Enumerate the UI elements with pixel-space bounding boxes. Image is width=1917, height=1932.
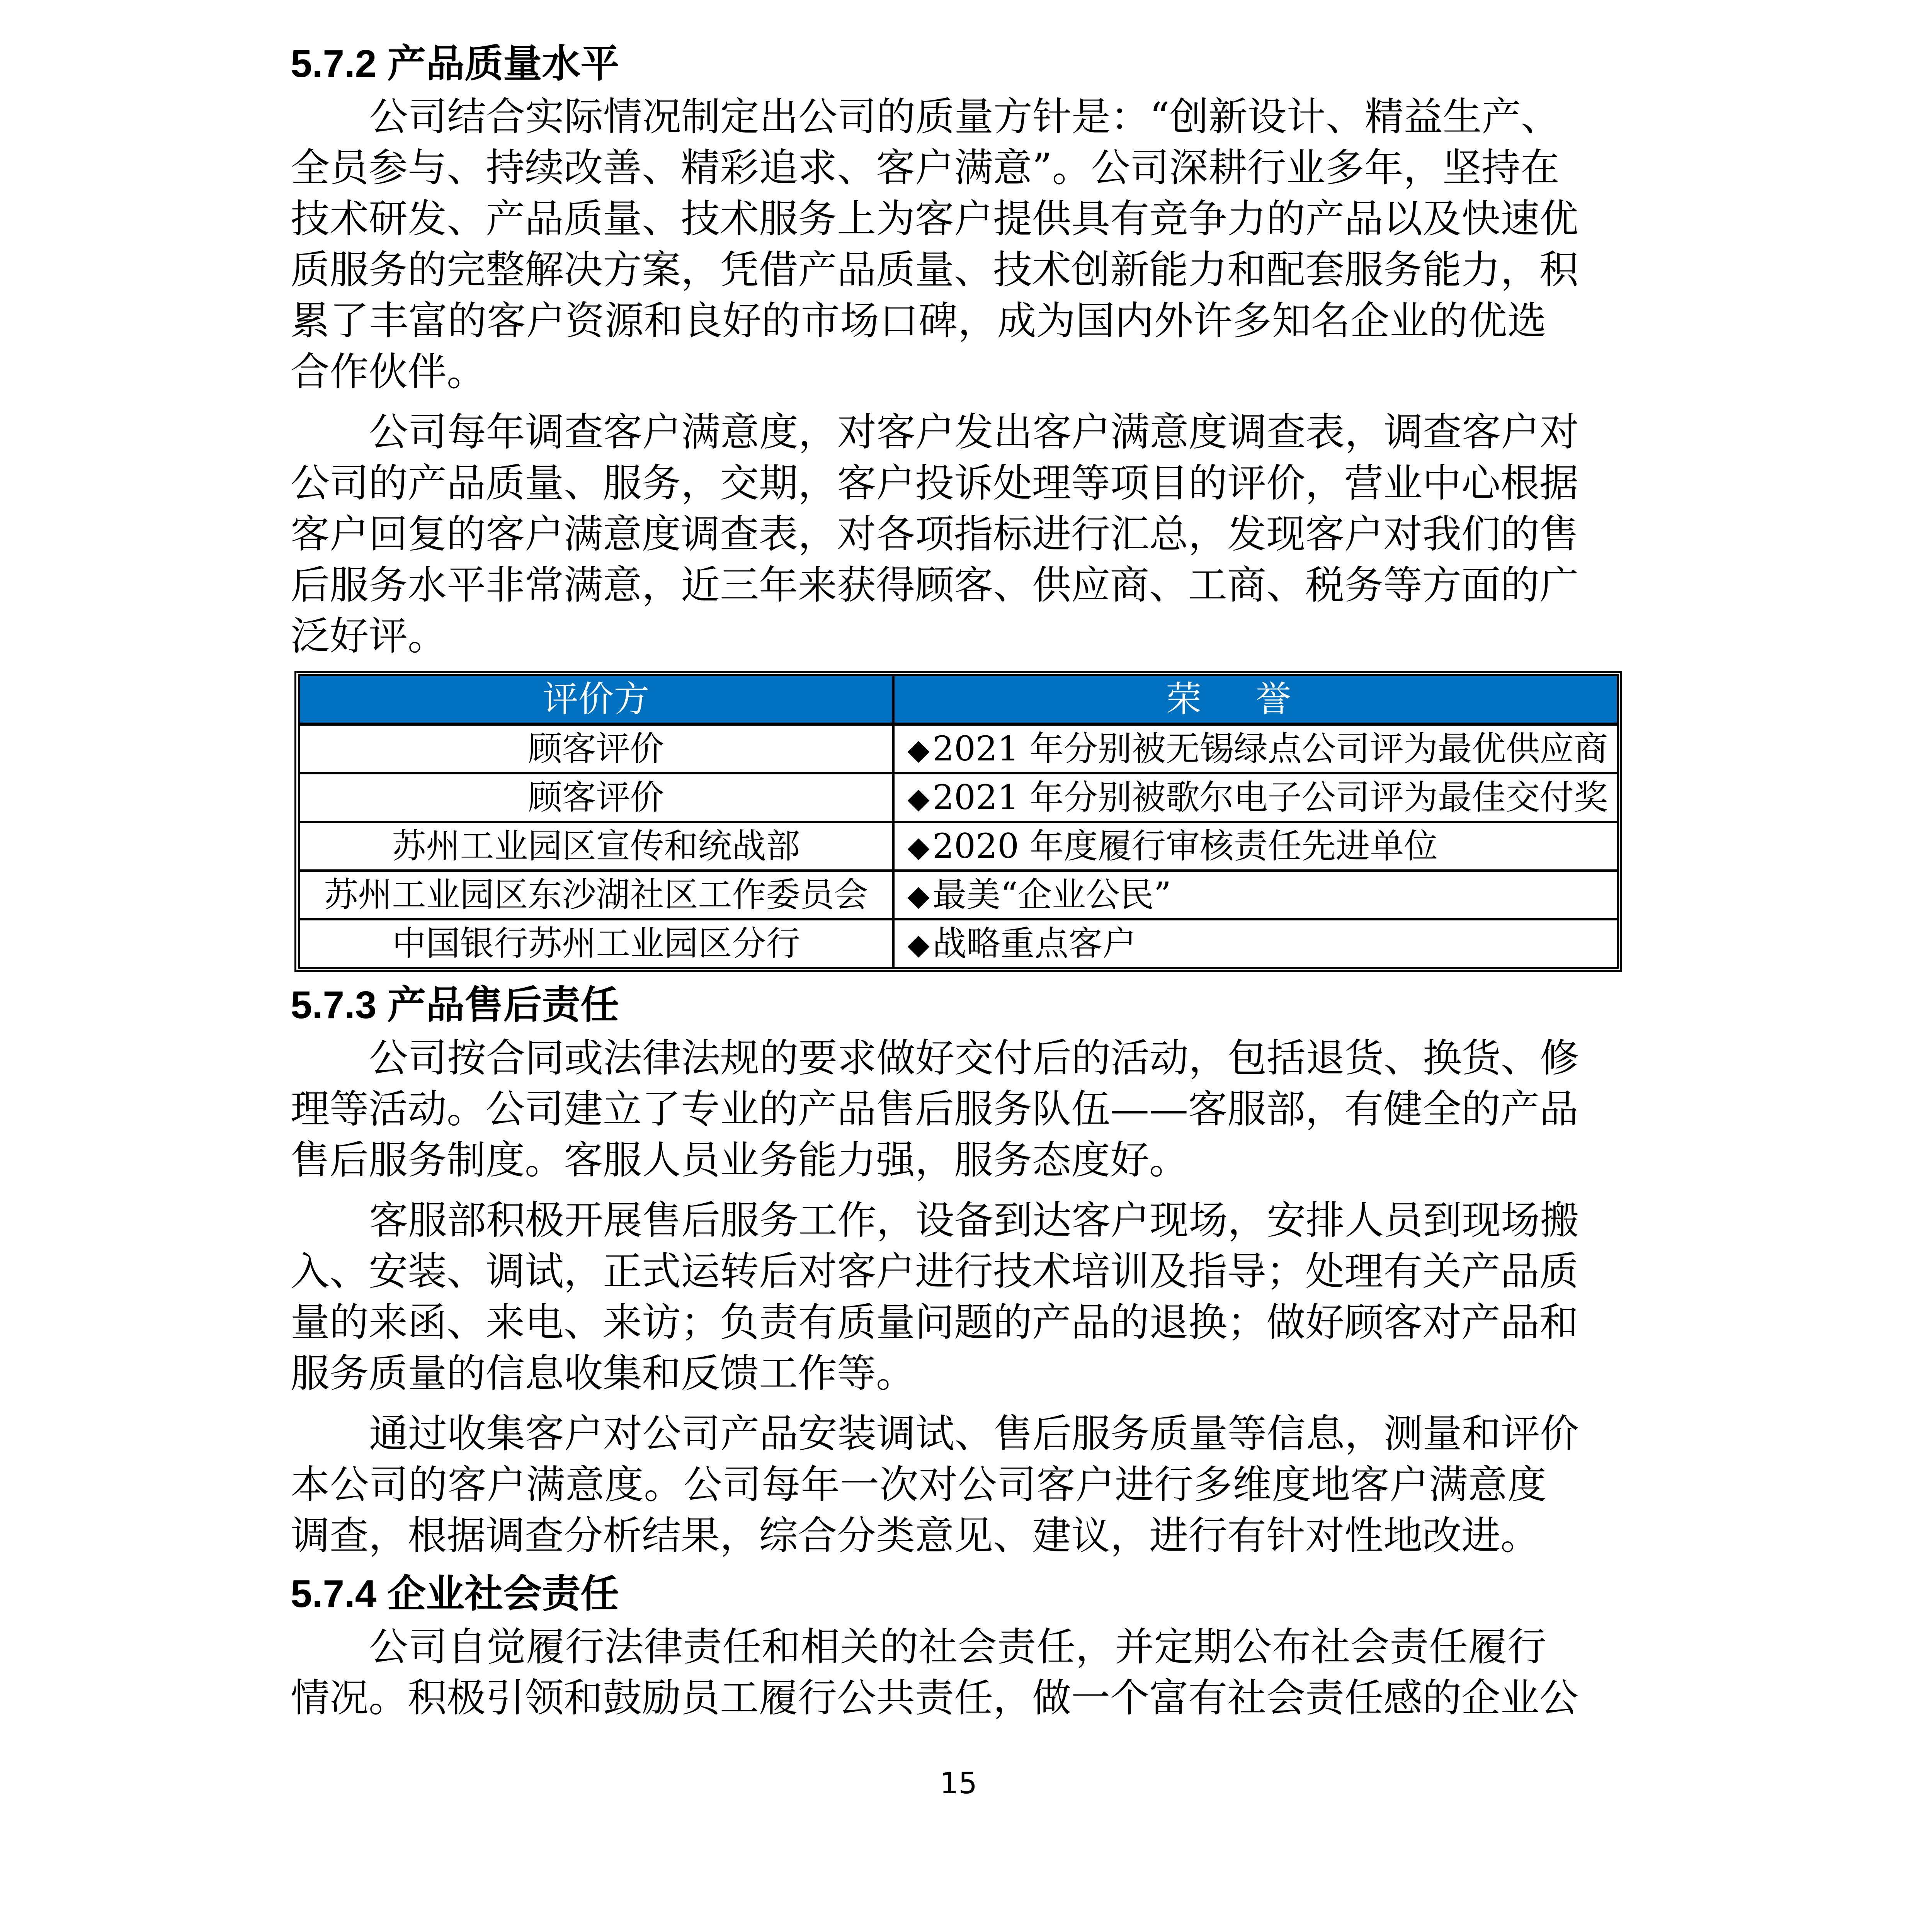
text-line: 公司每年调查客户满意度，对客户发出客户满意度调查表，调查客户对: [369, 409, 1579, 455]
text-line: 全员参与、持续改善、精彩追求、客户满意”。公司深耕行业多年，坚持在: [291, 145, 1560, 190]
honor-text: 2020 年度履行审核责任先进单位: [932, 826, 1438, 866]
honor-cell: [893, 822, 1617, 871]
text-line: 入、安装、调试，正式运转后对客户进行技术培训及指导；处理有关产品质: [291, 1248, 1579, 1294]
text-line: 客户回复的客户满意度调查表，对各项指标进行汇总，发现客户对我们的售: [291, 511, 1579, 557]
honor-text: 战略重点客户: [932, 923, 1137, 963]
page-number: 15: [940, 1766, 977, 1800]
evaluator-cell: 苏州工业园区宣传和统战部: [300, 822, 893, 871]
evaluator-cell: 苏州工业园区东沙湖社区工作委员会: [300, 871, 893, 919]
column-header-honor: [893, 676, 1617, 724]
paragraph-quality-policy: [291, 91, 1579, 397]
text-line: 客服部积极开展售后服务工作，设备到达客户现场，安排人员到现场搬: [369, 1197, 1579, 1243]
table-row: [300, 773, 1617, 822]
table-row: [300, 724, 1617, 773]
honor-cell: [893, 724, 1617, 773]
section-heading-5-7-3: 5.7.3 产品售后责任: [291, 983, 619, 1027]
honor-cell: [893, 919, 1617, 967]
evaluator-cell: 中国银行苏州工业园区分行: [300, 919, 893, 967]
text-line: 调查，根据调查分析结果，综合分类意见、建议，进行有针对性地改进。: [291, 1513, 1540, 1558]
paragraph-customer-satisfaction: [291, 406, 1579, 662]
section-heading-5-7-4: 5.7.4 企业社会责任: [291, 1572, 619, 1616]
honor-cell: [893, 773, 1617, 822]
honor-text: 最美“企业公民”: [932, 875, 1171, 915]
table-header-row: [300, 676, 1617, 724]
table-row: [300, 871, 1617, 919]
text-line: 公司的产品质量、服务，交期，客户投诉处理等项目的评价，营业中心根据: [291, 460, 1579, 506]
paragraph-social-responsibility: [291, 1621, 1579, 1723]
text-line: 累了丰富的客户资源和良好的市场口碑，成为国内外许多知名企业的优选: [291, 298, 1546, 344]
text-line: 公司按合同或法律法规的要求做好交付后的活动，包括退货、换货、修: [369, 1035, 1579, 1081]
text-line: 本公司的客户满意度。公司每年一次对公司客户进行多维度地客户满意度: [291, 1462, 1546, 1507]
text-line: 售后服务制度。客服人员业务能力强，服务态度好。: [291, 1137, 1189, 1183]
text-line: 公司自觉履行法律责任和相关的社会责任，并定期公布社会责任履行: [369, 1624, 1546, 1670]
text-line: 技术研发、产品质量、技术服务上为客户提供具有竞争力的产品以及快速优: [291, 196, 1579, 242]
text-line: 理等活动。公司建立了专业的产品售后服务队伍——客服部，有健全的产品: [291, 1086, 1579, 1132]
text-line: 后服务水平非常满意，近三年来获得顾客、供应商、工商、税务等方面的广: [291, 562, 1579, 608]
text-line: 情况。积极引领和鼓励员工履行公共责任，做一个富有社会责任感的企业公: [291, 1675, 1579, 1721]
diamond-bullet-icon: [906, 934, 930, 958]
paragraph-customer-service-work: [291, 1195, 1579, 1399]
text-line: 服务质量的信息收集和反馈工作等。: [291, 1350, 915, 1396]
diamond-bullet-icon: [906, 788, 930, 812]
page-content: [291, 0, 1622, 1723]
evaluator-cell: 顾客评价: [300, 773, 893, 822]
text-line: 量的来函、来电、来访；负责有质量问题的产品的退换；做好顾客对产品和: [291, 1299, 1579, 1345]
honor-text: 2021 年分别被歌尔电子公司评为最佳交付奖: [932, 777, 1608, 817]
evaluator-cell: 顾客评价: [300, 724, 893, 773]
column-header-honor-label: 荣誉: [1166, 679, 1345, 720]
text-line: 泛好评。: [291, 613, 447, 659]
text-line: 通过收集客户对公司产品安装调试、售后服务质量等信息，测量和评价: [369, 1411, 1579, 1456]
honors-table: [294, 671, 1622, 972]
diamond-bullet-icon: [906, 886, 930, 910]
paragraph-satisfaction-measurement: [291, 1408, 1579, 1561]
section-heading-5-7-2: 5.7.2 产品质量水平: [291, 42, 619, 85]
column-header-evaluator: 评价方: [300, 676, 893, 724]
table-row: [300, 822, 1617, 871]
honor-cell: [893, 871, 1617, 919]
paragraph-after-sales-activities: [291, 1032, 1579, 1185]
diamond-bullet-icon: [906, 837, 930, 861]
text-line: 合作伙伴。: [291, 349, 486, 395]
text-line: 质服务的完整解决方案，凭借产品质量、技术创新能力和配套服务能力，积: [291, 247, 1579, 293]
diamond-bullet-icon: [906, 740, 930, 764]
text-line: 公司结合实际情况制定出公司的质量方针是：“创新设计、精益生产、: [369, 94, 1560, 139]
honor-text: 2021 年分别被无锡绿点公司评为最优供应商: [932, 729, 1608, 769]
table-row: [300, 919, 1617, 967]
